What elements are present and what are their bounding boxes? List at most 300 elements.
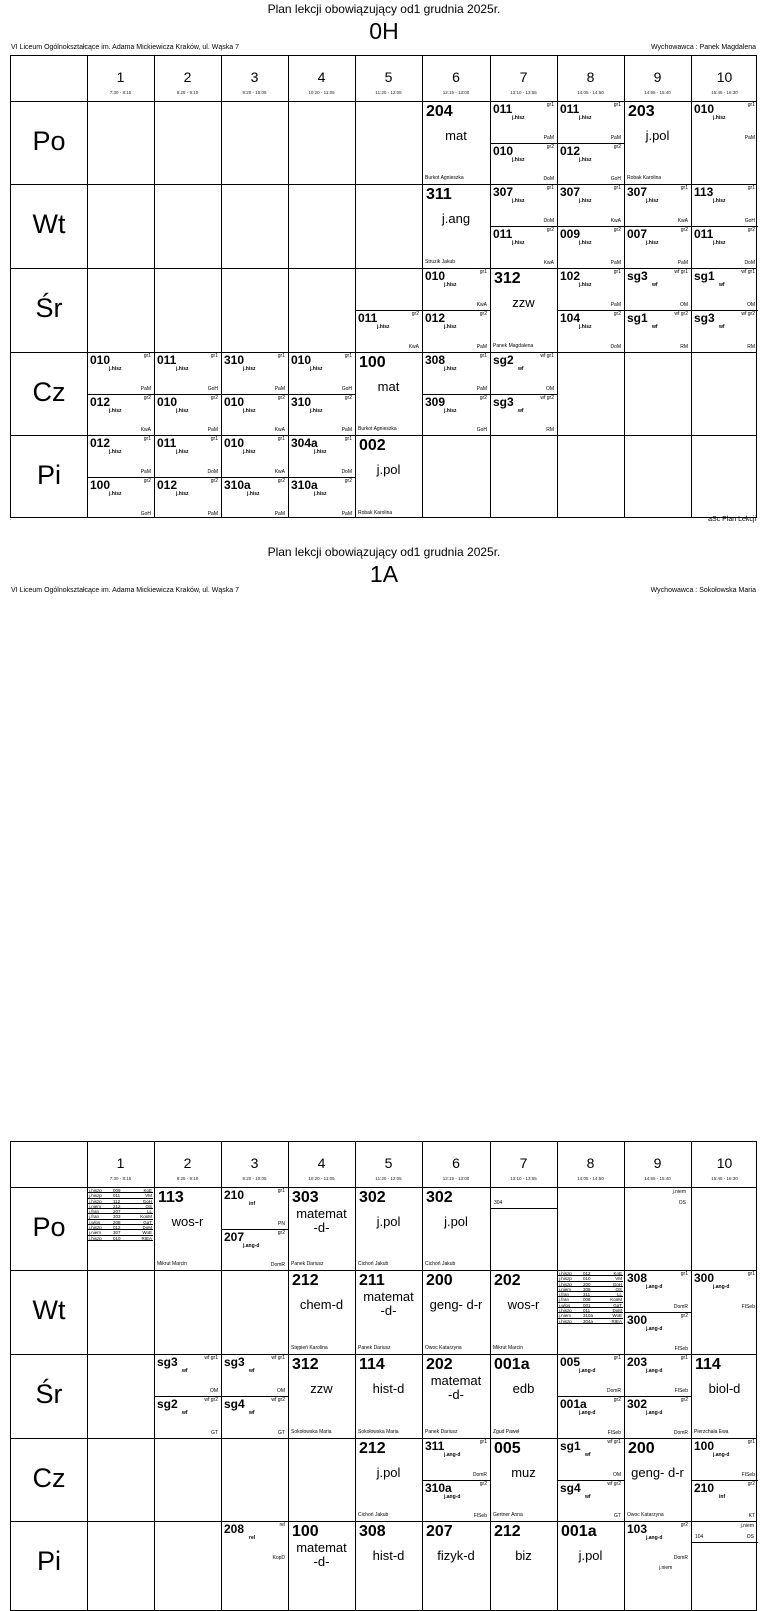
group-teacher: DomR [673, 1555, 688, 1561]
group-subject: j.hisz [713, 198, 726, 204]
group-divider [154, 477, 221, 478]
group-label: gr2 [747, 1480, 755, 1487]
lesson-teacher: Zgud Paweł [493, 1429, 520, 1435]
group-teacher: DoM [744, 260, 755, 266]
lesson-cell [422, 1187, 490, 1270]
group-divider [624, 310, 691, 311]
lesson-cell [490, 1270, 557, 1354]
group-lesson-cell [557, 310, 624, 352]
lesson-teacher: Owoc Katarzyna [425, 1345, 462, 1351]
group-teacher: PaM [140, 469, 151, 475]
group-label: gr2 [210, 478, 218, 484]
language-subject: j.hiszp [89, 1198, 102, 1204]
group-label: gr1 [277, 1188, 285, 1194]
period-time: 15:45 - 16:30 [711, 1176, 738, 1181]
group-subject: wf [585, 1452, 591, 1458]
period-time: 14:05 - 14:50 [577, 1176, 604, 1181]
group-label: wf gr2 [204, 1397, 218, 1403]
group-subject: j.hisz [579, 156, 592, 163]
group-label: gr2 [680, 227, 688, 233]
lesson-subject: fizyk-d [437, 1548, 475, 1563]
lesson-subject: matemat -d- [296, 1206, 347, 1235]
group-lesson-cell [557, 143, 624, 185]
group-lesson-cell [87, 477, 154, 519]
group-subject: j.hisz [243, 449, 256, 455]
language-subject: j.hiszp [559, 1281, 572, 1287]
group-label: gr1 [680, 1271, 688, 1277]
group-room: sg3 [694, 311, 715, 325]
group-room: 012 [90, 394, 111, 409]
group-room: 011 [157, 353, 177, 367]
lesson-cell [422, 101, 490, 184]
language-teacher: LL [616, 1292, 622, 1298]
group-teacher: OM [612, 1471, 621, 1478]
language-room: 009 [113, 1188, 121, 1193]
group-teacher: GT [278, 1430, 285, 1436]
period-number: 10 [716, 69, 733, 85]
language-teacher: RIEA [611, 1318, 622, 1324]
language-teacher: GaT [143, 1219, 152, 1225]
group-room: 011 [493, 227, 513, 241]
group-room: 309 [425, 394, 446, 409]
group-subject: j.ang-d [243, 1242, 260, 1249]
lesson-subject: j.pol [444, 1214, 468, 1229]
lesson-subject: wos-r [171, 1214, 204, 1229]
lesson-cell [422, 1521, 490, 1605]
group-lesson-cell [422, 1438, 490, 1480]
group-subject: j.hisz [310, 407, 323, 414]
group-teacher: KwA [610, 218, 621, 224]
group-room: 308 [425, 353, 446, 367]
group-label: gr1 [546, 102, 554, 108]
group-label: gr2 [344, 394, 352, 401]
group-lesson-cell [490, 226, 557, 268]
group-label: gr1 [546, 185, 554, 191]
group-label: gr1 [747, 1439, 755, 1445]
lesson-subject: matemat -d- [296, 1540, 347, 1569]
lesson-cell [557, 1521, 624, 1605]
language-room: 112 [113, 1198, 121, 1204]
lesson-subject: geng- d-r [429, 1297, 483, 1312]
group-subject: j.hisz [444, 407, 457, 414]
group-room: 011 [694, 227, 714, 241]
group-lesson-cell [624, 1521, 691, 1563]
group-lesson-cell [87, 394, 154, 436]
lesson-cell [355, 1521, 422, 1605]
group-subject: j.hisz [579, 240, 592, 246]
period-time: 15:45 - 16:30 [711, 90, 738, 95]
period-number: 2 [183, 1155, 192, 1171]
day-label: Po [32, 1211, 66, 1242]
group-lesson-cell [624, 1270, 691, 1312]
group-subject: j.hisz [243, 407, 256, 414]
group-teacher: DomR [270, 1262, 285, 1268]
group-lesson-cell [490, 184, 557, 226]
group-divider [355, 310, 422, 311]
group-subject: j.hisz [314, 491, 327, 497]
group-lesson-cell [288, 477, 355, 519]
timetable-title: Plan lekcji obowiązujący od1 grudnia 2025r. [267, 545, 501, 559]
group-room: sg4 [560, 1480, 581, 1495]
group-lesson-cell [288, 435, 355, 477]
lesson-teacher: Panek Magdalena [493, 343, 534, 349]
group-subject: j.ang-d [646, 1535, 663, 1541]
group-divider [624, 1312, 691, 1313]
group-room: sg3 [157, 1355, 178, 1369]
group-room: sg3 [493, 394, 514, 409]
lesson-subject: mat [377, 379, 400, 394]
group-label: wf gr1 [741, 269, 755, 275]
lesson-subject: biol-d [708, 1381, 741, 1396]
extra-lesson-text: j.niem [740, 1523, 754, 1529]
period-number: 4 [317, 69, 326, 85]
group-teacher: DomR [606, 1388, 621, 1394]
group-teacher: FISeb [674, 1346, 688, 1352]
group-subject: j.ang-d [579, 1368, 596, 1374]
period-time: 14:55 - 15:40 [644, 90, 671, 95]
group-lesson-cell [691, 310, 758, 352]
group-label: gr2 [479, 311, 487, 317]
group-label: gr1 [479, 353, 487, 359]
language-subject: j.niem [559, 1286, 572, 1292]
group-teacher: PaM [677, 260, 688, 266]
group-subject: j.hisz [314, 449, 327, 455]
group-teacher: KwA [408, 344, 419, 350]
lesson-room: 001a [494, 1356, 530, 1373]
period-number: 7 [519, 69, 528, 85]
group-teacher: PaM [610, 134, 621, 141]
period-time: 8:25 - 9:10 [176, 90, 199, 95]
group-label: gr1 [613, 102, 621, 108]
group-subject: j.ang-d [444, 1493, 461, 1500]
group-divider [221, 1229, 288, 1230]
group-room: 203 [627, 1355, 648, 1369]
group-room: sg4 [224, 1397, 245, 1411]
group-room: 307 [493, 185, 514, 199]
group-divider [691, 1480, 758, 1481]
group-label: gr2 [546, 143, 554, 150]
lesson-cell [624, 1438, 691, 1521]
group-label: wf gr2 [607, 1480, 621, 1487]
group-teacher: PaM [274, 385, 285, 392]
group-subject: j.ang-d [713, 1284, 730, 1290]
group-teacher: OM [545, 385, 554, 392]
group-lesson-cell [624, 184, 691, 226]
group-label: gr2 [479, 1480, 487, 1487]
lesson-cell [624, 101, 691, 184]
lesson-subject: j.pol [376, 462, 401, 477]
group-label: wf gr1 [540, 353, 554, 359]
group-label: gr2 [613, 143, 621, 150]
group-lesson-cell [422, 1480, 490, 1522]
day-label: Wt [32, 1295, 66, 1325]
language-room: 311 [583, 1292, 591, 1298]
group-subject: j.hisz [646, 198, 659, 204]
group-teacher: FISeb [741, 1304, 755, 1310]
language-room: 212 [113, 1203, 121, 1209]
lesson-room: 204 [426, 103, 453, 120]
lesson-room: 114 [695, 1356, 721, 1373]
group-room: 104 [560, 311, 581, 325]
group-subject: wf [719, 324, 725, 330]
group-room: 308 [627, 1271, 648, 1285]
lesson-subject: zzw [512, 295, 535, 310]
group-teacher: KT [748, 1513, 755, 1519]
group-room: sg1 [560, 1439, 581, 1453]
period-time: 7:30 - 8:15 [109, 1176, 132, 1181]
group-room: 100 [694, 1439, 715, 1453]
group-lesson-cell [691, 101, 758, 143]
language-teacher: KonM [140, 1214, 152, 1220]
period-number: 5 [384, 1155, 393, 1171]
lesson-room: 203 [628, 103, 655, 120]
lesson-room: 113 [158, 1189, 184, 1206]
group-label: gr1 [210, 353, 218, 359]
period-number: 8 [586, 69, 595, 85]
lesson-subject: mat [445, 128, 467, 143]
language-subject: j.wlos [89, 1219, 101, 1225]
group-divider [691, 310, 758, 311]
language-teacher: GaT [613, 1302, 622, 1308]
lesson-subject: hist-d [372, 1548, 405, 1563]
group-room: 005 [560, 1355, 581, 1369]
lesson-subject: matemat -d- [430, 1373, 482, 1402]
period-number: 1 [116, 69, 125, 85]
group-subject: j.ang-d [646, 1326, 663, 1332]
group-room: 011 [358, 311, 378, 325]
language-teacher: RIEA [141, 1235, 152, 1241]
group-subject: j.hisz [176, 449, 189, 455]
group-label: gr1 [613, 1355, 621, 1361]
group-room: 307 [627, 185, 648, 199]
group-label: wf gr1 [271, 1355, 285, 1361]
group-teacher: PaM [543, 134, 554, 141]
group-teacher: DoM [341, 469, 352, 475]
group-subject: j.ang-d [646, 1410, 663, 1416]
language-subject: j.niem [559, 1313, 572, 1319]
group-subject: wf [518, 366, 524, 372]
lesson-subject: matemat -d- [363, 1289, 414, 1318]
group-room: 012 [560, 143, 581, 158]
language-room: 303 [113, 1214, 121, 1220]
group-room: 300 [627, 1313, 648, 1327]
extra-lesson-text: j.niem [659, 1565, 673, 1571]
lesson-cell [288, 1187, 355, 1270]
lesson-subject: j.pol [645, 128, 670, 143]
language-room: 001 [583, 1302, 591, 1308]
day-label: Cz [32, 376, 66, 407]
group-divider [288, 477, 355, 478]
lesson-subject: wos-r [507, 1297, 540, 1312]
group-subject: j.hisz [243, 366, 256, 372]
language-subject: j.hiszp [89, 1193, 102, 1199]
group-lesson-cell [221, 1521, 288, 1563]
group-teacher: GoH [207, 385, 218, 392]
group-label: wf gr2 [271, 1397, 285, 1403]
timetable-sheet [0, 543, 768, 1576]
group-label: gr2 [613, 1397, 621, 1403]
language-teacher: KoE [143, 1188, 152, 1193]
group-lesson-cell [557, 1396, 624, 1438]
group-lesson-cell [221, 1229, 288, 1271]
language-subject: j.niem [89, 1203, 102, 1209]
group-subject: j.hisz [109, 366, 122, 372]
language-room: 011 [113, 1193, 121, 1199]
group-teacher: FISeb [741, 1471, 755, 1478]
language-teacher: GoH [142, 1198, 152, 1204]
group-subject: inf [249, 1201, 256, 1207]
period-number: 6 [452, 1155, 460, 1171]
group-divider [557, 1480, 624, 1481]
language-teacher: OS [145, 1203, 152, 1209]
school-name: VI Liceum Ogólnokształcące im. Adama Mickiewicza Kraków, ul. Wąska 7 [11, 587, 239, 594]
group-label: wf gr1 [204, 1355, 218, 1361]
lesson-subject: j.pol [578, 1548, 603, 1563]
group-lesson-cell [490, 352, 557, 394]
group-subject: j.hisz [579, 282, 592, 288]
lesson-teacher: Panek Dariusz [425, 1429, 458, 1435]
lesson-teacher: Robak Karolina [627, 175, 662, 181]
group-room: 310a [425, 1480, 452, 1495]
group-room: 010 [224, 436, 245, 450]
group-subject: inf [719, 1493, 726, 1500]
day-label: Pi [36, 1546, 61, 1576]
language-subject: j.niem [89, 1230, 102, 1236]
language-room: 010 [113, 1235, 121, 1241]
lesson-room: 302 [359, 1189, 386, 1206]
group-subject: wf [182, 1368, 188, 1374]
period-number: 5 [384, 69, 393, 85]
group-subject: j.hisz [579, 324, 592, 330]
group-subject: j.ang-d [646, 1284, 663, 1290]
group-lesson-cell [288, 352, 355, 394]
group-label: gr1 [479, 269, 487, 275]
group-label: gr2 [680, 1397, 688, 1403]
group-teacher: PaM [476, 344, 487, 350]
group-room: 010 [493, 143, 514, 158]
period-number: 10 [716, 1155, 733, 1171]
group-teacher: PaM [610, 260, 621, 266]
group-room: 208 [224, 1522, 245, 1536]
school-name: VI Liceum Ogólnokształcące im. Adama Mickiewicza Kraków, ul. Wąska 7 [11, 44, 239, 51]
lesson-room: 311 [426, 186, 452, 203]
period-time: 11:20 - 12:05 [375, 90, 402, 95]
group-teacher: GoH [476, 427, 487, 433]
group-divider [221, 1396, 288, 1397]
group-room: 012 [90, 436, 111, 450]
group-divider [490, 226, 557, 227]
lesson-room: 005 [494, 1440, 521, 1457]
group-lesson-cell [557, 268, 624, 310]
language-subject: j.hiszp [559, 1276, 572, 1282]
group-label: wf gr1 [674, 269, 688, 275]
group-subject: wf [518, 407, 524, 414]
group-teacher: OM [209, 1388, 218, 1394]
group-divider [557, 1396, 624, 1397]
group-lesson-cell [490, 101, 557, 143]
group-room: 102 [560, 269, 581, 283]
group-lesson-cell [154, 394, 221, 436]
language-group-list [88, 1188, 153, 1241]
lesson-teacher: Pierzchała Ewa [694, 1429, 729, 1435]
group-teacher: PaM [610, 302, 621, 308]
language-subject: j.hiszp [89, 1188, 102, 1193]
period-time: 14:05 - 14:50 [577, 90, 604, 95]
group-lesson-cell [422, 310, 490, 352]
class-name: 0H [369, 18, 399, 44]
group-teacher: OM [746, 302, 755, 308]
lesson-cell [355, 435, 422, 519]
language-teacher: KoE [613, 1271, 622, 1276]
lesson-cell [422, 1354, 490, 1438]
lesson-cell [355, 1187, 422, 1270]
group-room: sg2 [157, 1397, 178, 1411]
group-divider [221, 394, 288, 395]
group-subject: wf [249, 1410, 255, 1416]
group-room: 010 [291, 353, 312, 367]
lesson-room: 200 [628, 1440, 655, 1457]
language-subject: j.hiszp [89, 1235, 102, 1241]
group-teacher: DoM [543, 218, 554, 224]
lesson-teacher: Struzik Jakub [425, 259, 456, 265]
extra-lesson-text: 304 [494, 1200, 503, 1206]
group-lesson-cell [624, 1312, 691, 1354]
group-lesson-cell [154, 477, 221, 519]
period-time: 7:30 - 8:15 [109, 90, 132, 95]
group-subject: rel [249, 1535, 256, 1541]
group-divider [490, 143, 557, 144]
period-time: 10:20 - 11:05 [308, 90, 335, 95]
group-room: 302 [627, 1397, 648, 1411]
language-teacher: VM [615, 1276, 622, 1282]
lesson-room: 001a [561, 1523, 597, 1540]
language-teacher: KonM [610, 1297, 622, 1303]
group-lesson-cell [557, 1354, 624, 1396]
lesson-room: 312 [494, 270, 521, 287]
language-subject: j.fran [89, 1214, 100, 1220]
period-time: 9:20 - 10:05 [242, 1176, 267, 1181]
language-teacher: WoE [612, 1313, 622, 1319]
group-room: 207 [224, 1229, 245, 1244]
day-label: Śr [35, 293, 63, 323]
group-room: 011 [157, 436, 177, 450]
lesson-room: 207 [426, 1523, 453, 1540]
group-label: gr1 [143, 353, 151, 359]
timetable-sheet [0, 0, 768, 543]
group-room: 210 [224, 1188, 245, 1202]
extra-lesson-text: j.niem [672, 1189, 686, 1195]
period-number: 3 [250, 1155, 259, 1171]
group-divider [624, 226, 691, 227]
group-divider [691, 226, 758, 227]
lesson-cell [154, 1187, 221, 1270]
group-lesson-cell [557, 101, 624, 143]
lesson-room: 211 [359, 1272, 385, 1289]
group-label: gr2 [277, 1229, 285, 1236]
lesson-subject: edb [512, 1381, 535, 1396]
group-subject: j.hisz [579, 115, 592, 121]
lesson-teacher: Owoc Katarzyna [627, 1512, 664, 1518]
group-teacher: FISeb [473, 1513, 487, 1519]
group-subject: j.hisz [512, 156, 525, 163]
group-label: gr1 [613, 269, 621, 275]
group-divider [490, 394, 557, 395]
language-room: 310a [583, 1313, 594, 1319]
group-lesson-cell [557, 226, 624, 268]
lesson-room: 114 [359, 1356, 385, 1373]
language-group-row [88, 1236, 153, 1241]
group-teacher: GoH [744, 218, 755, 224]
